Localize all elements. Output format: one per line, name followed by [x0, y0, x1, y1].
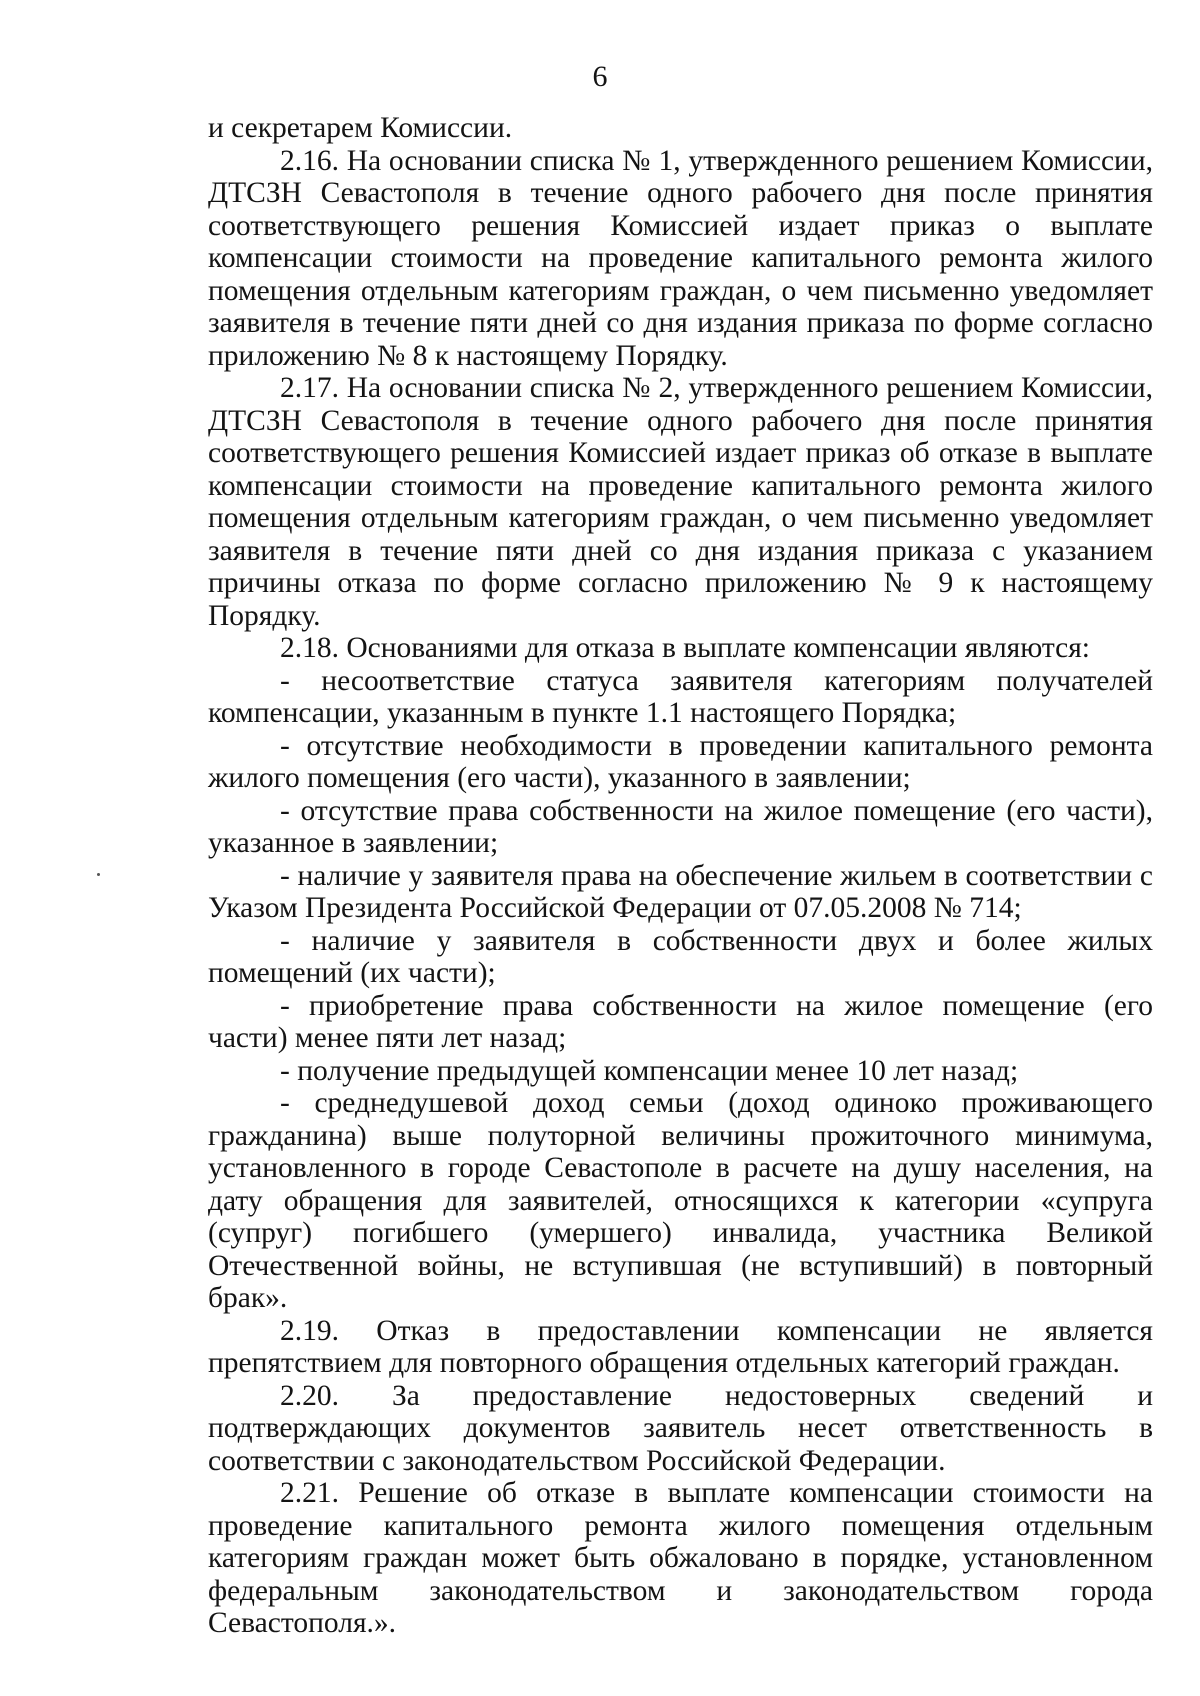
list-item-income-limit: - среднедушевой доход семьи (доход одиноко проживающего гражданина) выше полуторной величины прожиточного минимума, установленного в городе Севастополе в расчете на душу населения, на дату обращения для заявителей, относящихся к категории «супруга (супруг) погибшего (умершего) инвалида, участника Великой Отечественной войны, не вступившая (не вступивший) в повторный брак». — [208, 1087, 1153, 1314]
paragraph-2-17: 2.17. На основании списка № 2, утвержденного решением Комиссии, ДТСЗН Севастополя в течение одного рабочего дня после принятия соответствующего решения Комиссией издает приказ об отказе в выплате компенсации стоимости на проведение капитального ремонта жилого помещения отдельным категориям граждан, о чем письменно уведомляет заявителя в течение пяти дней со дня издания приказа с указанием причины отказа по форме согласно приложению № 9 к настоящему Порядку. — [208, 372, 1153, 632]
paragraph-2-16: 2.16. На основании списка № 1, утвержденного решением Комиссии, ДТСЗН Севастополя в течение одного рабочего дня после принятия соответствующего решения Комиссией издает приказ о выплате компенсации стоимости на проведение капитального ремонта жилого помещения отдельным категориям граждан, о чем письменно уведомляет заявителя в течение пяти дней со дня издания приказа по форме согласно приложению № 8 к настоящему Порядку. — [208, 144, 1153, 372]
paragraph-continuation: и секретарем Комиссии. — [208, 112, 513, 144]
page-number: 6 — [592, 60, 608, 93]
paragraph-2-20: 2.20. За предоставление недостоверных сведений и подтверждающих документов заявитель несет ответственность в соответствии с законодательством Российской Федерации. — [208, 1379, 1153, 1477]
list-item-no-repair-need: - отсутствие необходимости в проведении капитального ремонта жилого помещения (его части), указанного в заявлении; — [208, 729, 1153, 794]
document-body — [208, 112, 1153, 1640]
list-item-status-mismatch: - несоответствие статуса заявителя категориям получателей компенсации, указанным в пункте 1.1 настоящего Порядка; — [208, 664, 1153, 729]
list-item-recent-acquisition: - приобретение права собственности на жилое помещение (его части) менее пяти лет назад; — [208, 989, 1153, 1054]
list-item-multiple-dwellings: - наличие у заявителя в собственности двух и более жилых помещений (их части); — [208, 924, 1153, 989]
list-item-housing-right: - наличие у заявителя права на обеспечение жильем в соответствии с Указом Президента Российской Федерации от 07.05.2008 № 714; — [208, 859, 1153, 924]
paragraph-2-19: 2.19. Отказ в предоставлении компенсации не является препятствием для повторного обращения отдельных категорий граждан. — [208, 1314, 1153, 1379]
list-item-previous-compensation: - получение предыдущей компенсации менее 10 лет назад; — [280, 1054, 1019, 1087]
list-item-no-ownership: - отсутствие права собственности на жилое помещение (его части), указанное в заявлении; — [208, 794, 1153, 859]
paragraph-2-18: 2.18. Основаниями для отказа в выплате компенсации являются: — [280, 632, 1090, 664]
scan-speck — [97, 873, 100, 876]
paragraph-2-21: 2.21. Решение об отказе в выплате компенсации стоимости на проведение капитального ремонта жилого помещения отдельным категориям граждан может быть обжаловано в порядке, установленном федеральным законодательством и законодательством города Севастополя.». — [208, 1477, 1153, 1639]
